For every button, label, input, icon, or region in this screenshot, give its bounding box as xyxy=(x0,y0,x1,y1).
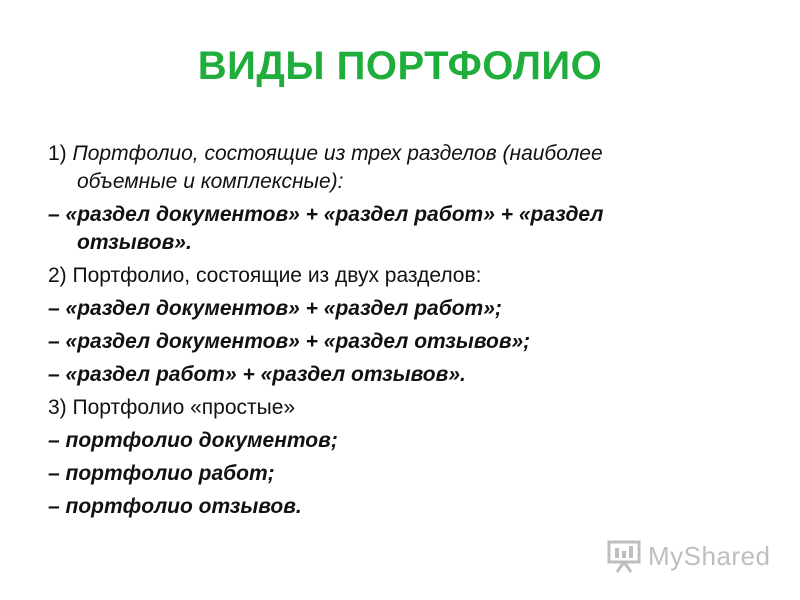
watermark-text: MyShared xyxy=(648,540,771,571)
list-item xyxy=(48,201,768,257)
list-item-text: – «раздел документов» + «раздел работ» + «раздел xyxy=(48,203,604,226)
list-item: – «раздел работ» + «раздел отзывов». xyxy=(48,363,466,386)
list-item: – портфолио документов; xyxy=(48,429,338,452)
list-item: – «раздел документов» + «раздел работ»; xyxy=(48,297,502,320)
watermark-logo xyxy=(606,538,771,574)
list-item: 2) Портфолио, состоящие из двух разделов: xyxy=(48,264,482,287)
list-item: – портфолио отзывов. xyxy=(48,495,302,518)
list-item-text-continuation: объемные и комплексные): xyxy=(77,170,344,193)
slide-title: ВИДЫ ПОРТФОЛИО xyxy=(197,44,603,88)
list-item xyxy=(48,140,768,196)
presentation-board-icon xyxy=(606,538,642,574)
list-item: – портфолио работ; xyxy=(48,462,275,485)
list-item-text: Портфолио, состоящие из трех разделов (наиболее xyxy=(72,142,603,165)
list-item-text-continuation: отзывов». xyxy=(77,231,192,254)
list-item: 3) Портфолио «простые» xyxy=(48,396,296,419)
slide-content xyxy=(48,140,768,526)
list-item-prefix: 1) xyxy=(48,142,73,165)
list-item: – «раздел документов» + «раздел отзывов»; xyxy=(48,330,531,353)
